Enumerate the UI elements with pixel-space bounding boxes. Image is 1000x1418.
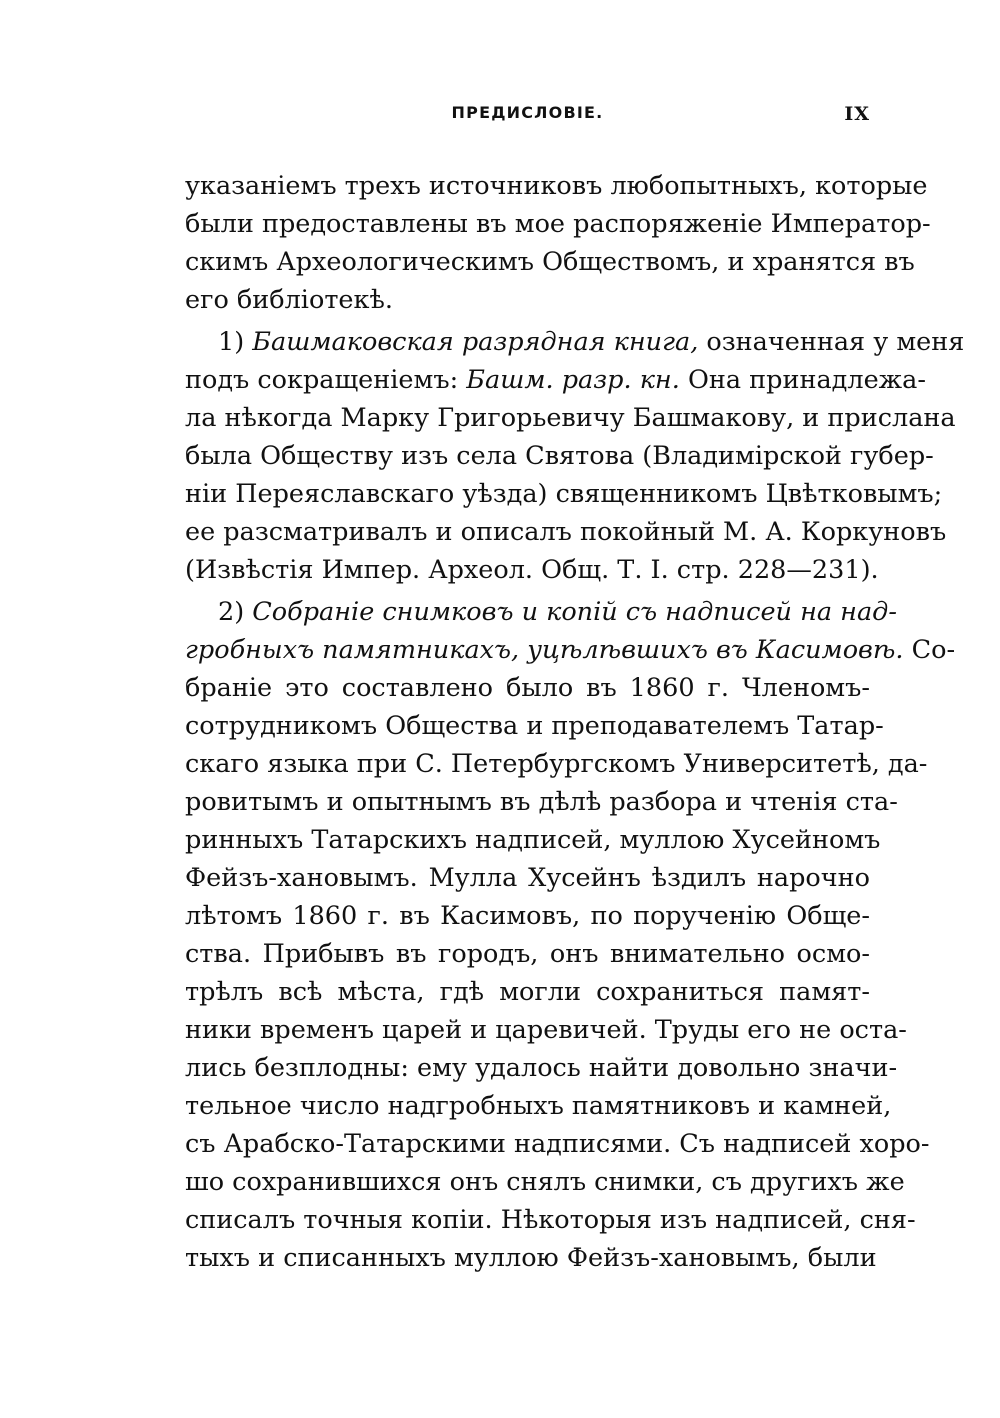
text-line: ее разсматривалъ и описалъ покойный М. А. Коркуновъ (185, 517, 947, 547)
running-title: ПРЕДИСЛОВІЕ. (451, 103, 604, 122)
item-2-rest: Со- (903, 635, 956, 665)
text-line: ства. Прибывъ въ городъ, онъ внимательно осмо- (185, 939, 870, 969)
item-2-heading-line (218, 593, 897, 631)
text-line: скаго языка при С. Петербургскомъ Университетѣ, да- (185, 749, 928, 779)
item-1-heading-line (218, 323, 965, 361)
abbreviation: Башм. разр. кн. (466, 365, 680, 395)
text-line: шо сохранившихся онъ снялъ снимки, съ другихъ же (185, 1167, 905, 1197)
item-1-rest: означенная у меня (698, 327, 965, 357)
item-1-title: Башмаковская разрядная книга, (252, 327, 699, 357)
text-line: тыхъ и списанныхъ муллою Фейзъ-хановымъ, были (185, 1243, 877, 1273)
item-2-title-continued-line (185, 631, 956, 669)
text-line: были предоставлены въ мое распоряженіе Император- (185, 209, 931, 239)
text-fragment: Она принадлежа- (679, 365, 926, 395)
text-line: его библіотекѣ. (185, 285, 393, 315)
text-line: сотрудникомъ Общества и преподавателемъ Татар- (185, 711, 884, 741)
text-line: ніи Переяславскаго уѣзда) священникомъ Цвѣтковымъ; (185, 479, 943, 509)
text-line: Фейзъ-хановымъ. Мулла Хусейнъ ѣздилъ нарочно (185, 863, 870, 893)
text-line: тельное число надгробныхъ памятниковъ и камней, (185, 1091, 892, 1121)
text-line: ринныхъ Татарскихъ надписей, муллою Хусейномъ (185, 825, 881, 855)
item-2-number: 2) (218, 597, 245, 627)
text-line: браніе это составлено было въ 1860 г. Членомъ- (185, 673, 870, 703)
page-number: IX (844, 103, 870, 125)
item-2-title-part-1: Собраніе снимковъ и копій съ надписей на над- (252, 597, 897, 627)
item-1-number: 1) (218, 327, 245, 357)
text-line: была Обществу изъ села Святова (Владимірской губер- (185, 441, 934, 471)
text-line-with-abbreviation (185, 361, 926, 399)
text-line: ла нѣкогда Марку Григорьевичу Башмакову, и прислана (185, 403, 956, 433)
text-line: указаніемъ трехъ источниковъ любопытныхъ, которые (185, 171, 928, 201)
text-line: (Извѣстія Импер. Археол. Общ. Т. I. стр. 228—231). (185, 555, 879, 585)
page-header (185, 103, 870, 131)
text-fragment: подъ сокращеніемъ: (185, 365, 467, 395)
item-2-title-part-2: гробныхъ памятникахъ, уцѣлѣвшихъ въ Касимовѣ. (185, 635, 904, 665)
text-line: ники временъ царей и царевичей. Труды его не оста- (185, 1015, 907, 1045)
text-line: ровитымъ и опытнымъ въ дѣлѣ разбора и чтенія ста- (185, 787, 898, 817)
text-line: списалъ точныя копіи. Нѣкоторыя изъ надписей, сня- (185, 1205, 916, 1235)
text-line: трѣлъ всѣ мѣста, гдѣ могли сохраниться памят- (185, 977, 870, 1007)
text-line: лись безплодны: ему удалось найти довольно значи- (185, 1053, 898, 1083)
text-line: съ Арабско-Татарскими надписями. Съ надписей хоро- (185, 1129, 930, 1159)
text-line: лѣтомъ 1860 г. въ Касимовъ, по порученію Общe- (185, 901, 870, 931)
text-line: скимъ Археологическимъ Обществомъ, и хранятся въ (185, 247, 915, 277)
